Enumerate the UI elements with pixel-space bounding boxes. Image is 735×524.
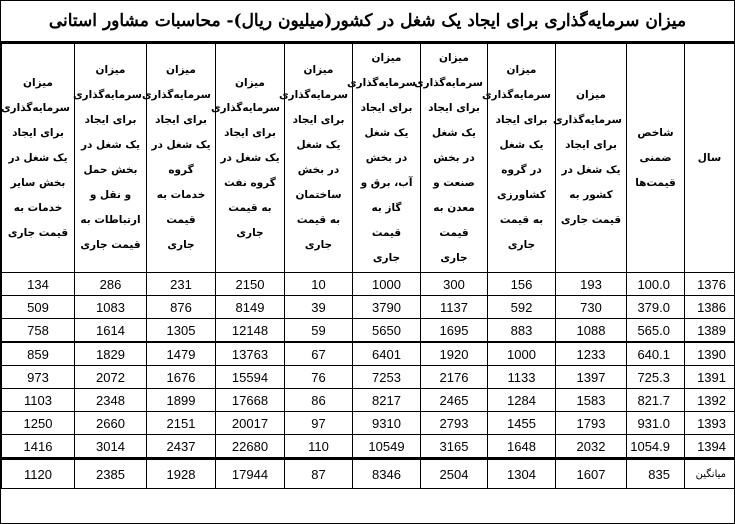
table-cell: 10 [285, 273, 353, 296]
table-cell: 1000 [488, 342, 556, 366]
table-cell: 3165 [421, 435, 488, 459]
year-cell: 1376 [685, 273, 735, 296]
column-header-label: میزان سرمایه‌گذاری برای ایجاد یک شغل در بخش حمل و نقل و ارتباطات به قیمت جاری [72, 64, 142, 251]
table-cell: 2793 [421, 412, 488, 435]
table-row [2, 342, 735, 366]
column-header [346, 44, 421, 273]
table-cell: 100.0 [627, 273, 685, 296]
table-cell: 1233 [556, 342, 627, 366]
table-cell: 156 [488, 273, 556, 296]
column-header [2, 44, 75, 273]
table-cell: 17944 [216, 459, 285, 489]
table-cell: 286 [75, 273, 147, 296]
table-cell: 10549 [353, 435, 421, 459]
table-cell: 5650 [353, 319, 421, 343]
table-cell: 730 [556, 296, 627, 319]
table-cell: 2150 [216, 273, 285, 296]
table-cell: 193 [556, 273, 627, 296]
table-cell: 2032 [556, 435, 627, 459]
column-header-label: میزان سرمایه‌گذاری برای ایجاد یک شغل در بخش صنعت و معدن به قیمت جاری [413, 51, 483, 264]
table-cell: 1920 [421, 342, 488, 366]
table-cell: 8217 [353, 389, 421, 412]
header-row [2, 44, 735, 273]
column-header-label: میزان سرمایه‌گذاری برای ایجاد یک شغل در بخش سایر خدمات به قیمت جاری [0, 76, 70, 239]
column-header-label: میزان سرمایه‌گذاری برای ایجاد یک شغل در بخش ساختمان به قیمت جاری [278, 64, 348, 251]
column-header-label: میزان سرمایه‌گذاری برای ایجاد یک شغل در کشور به قیمت جاری [552, 89, 622, 226]
table-cell: 1793 [556, 412, 627, 435]
table-cell: 12148 [216, 319, 285, 343]
table-cell: 13763 [216, 342, 285, 366]
table-cell: 1133 [488, 366, 556, 389]
table-cell: 931.0 [627, 412, 685, 435]
table-cell: 640.1 [627, 342, 685, 366]
table-cell: 1088 [556, 319, 627, 343]
table-cell: 758 [2, 319, 75, 343]
table-cell: 2151 [147, 412, 216, 435]
table-cell: 2385 [75, 459, 147, 489]
table-cell: 1479 [147, 342, 216, 366]
column-header [685, 44, 735, 273]
average-row [2, 459, 735, 489]
table-cell: 20017 [216, 412, 285, 435]
table-row [2, 273, 735, 296]
table-cell: 17668 [216, 389, 285, 412]
table-cell: 1614 [75, 319, 147, 343]
table-row [2, 435, 735, 459]
column-header [72, 44, 147, 273]
table-cell: 2660 [75, 412, 147, 435]
column-header-label: سال [697, 151, 722, 164]
table-cell: 2437 [147, 435, 216, 459]
column-header-label: میزان سرمایه‌گذاری برای ایجاد یک شغل در گروه خدمات به قیمت جاری [141, 64, 211, 251]
table-cell: 2504 [421, 459, 488, 489]
column-header [481, 44, 556, 273]
column-header [552, 44, 627, 273]
table-cell: 1928 [147, 459, 216, 489]
table-cell: 2176 [421, 366, 488, 389]
table-title: میزان سرمایه‌گذاری برای ایجاد یک شغل در کشور(میلیون ریال)- محاسبات مشاور استانی [1, 1, 734, 43]
table-row [2, 296, 735, 319]
table-cell: 1899 [147, 389, 216, 412]
investment-table [1, 43, 735, 489]
table-cell: 725.3 [627, 366, 685, 389]
column-header [627, 44, 685, 273]
year-cell: 1393 [685, 412, 735, 435]
column-header-label: میزان سرمایه‌گذاری برای ایجاد یک شغل در گروه کشاورزی به قیمت جاری [481, 64, 551, 251]
column-header-label: میزان سرمایه‌گذاری برای ایجاد یک شغل در گروه نفت به قیمت جاری [210, 76, 280, 239]
table-cell: 59 [285, 319, 353, 343]
table-cell: 3790 [353, 296, 421, 319]
table-cell: 67 [285, 342, 353, 366]
table-cell: 1676 [147, 366, 216, 389]
table-cell: 2348 [75, 389, 147, 412]
table-cell: 1397 [556, 366, 627, 389]
table-cell: 76 [285, 366, 353, 389]
table-cell: 1583 [556, 389, 627, 412]
year-cell: 1394 [685, 435, 735, 459]
column-header-label: میزان سرمایه‌گذاری برای ایجاد یک شغل در بخش آب، برق و گاز به قیمت جاری [346, 51, 416, 264]
table-cell: 300 [421, 273, 488, 296]
table-cell: 1120 [2, 459, 75, 489]
table-cell: 1304 [488, 459, 556, 489]
year-cell: 1386 [685, 296, 735, 319]
table-cell: 134 [2, 273, 75, 296]
table-cell: 1829 [75, 342, 147, 366]
column-header [413, 44, 488, 273]
table-cell: 1284 [488, 389, 556, 412]
table-cell: 592 [488, 296, 556, 319]
year-cell: میانگین [685, 459, 735, 489]
table-cell: 379.0 [627, 296, 685, 319]
table-cell: 1607 [556, 459, 627, 489]
table-cell: 821.7 [627, 389, 685, 412]
table-cell: 110 [285, 435, 353, 459]
table-cell: 1083 [75, 296, 147, 319]
table-cell: 1000 [353, 273, 421, 296]
table-cell: 1054.9 [627, 435, 685, 459]
table-cell: 7253 [353, 366, 421, 389]
table-cell: 2465 [421, 389, 488, 412]
table-cell: 1305 [147, 319, 216, 343]
year-cell: 1392 [685, 389, 735, 412]
column-header-label: شاخص ضمنی قیمت‌ها [635, 126, 676, 189]
table-row [2, 366, 735, 389]
table-cell: 565.0 [627, 319, 685, 343]
table-cell: 39 [285, 296, 353, 319]
table-cell: 22680 [216, 435, 285, 459]
table-cell: 8149 [216, 296, 285, 319]
column-header [141, 44, 216, 273]
table-cell: 973 [2, 366, 75, 389]
table-cell: 3014 [75, 435, 147, 459]
table-cell: 1103 [2, 389, 75, 412]
table-row [2, 319, 735, 343]
table-cell: 859 [2, 342, 75, 366]
table-cell: 1695 [421, 319, 488, 343]
year-cell: 1390 [685, 342, 735, 366]
table-cell: 1137 [421, 296, 488, 319]
table-cell: 231 [147, 273, 216, 296]
table-cell: 1250 [2, 412, 75, 435]
table-cell: 86 [285, 389, 353, 412]
table-cell: 9310 [353, 412, 421, 435]
column-header [210, 44, 285, 273]
table-cell: 835 [627, 459, 685, 489]
table-cell: 1416 [2, 435, 75, 459]
table-cell: 8346 [353, 459, 421, 489]
table-cell: 883 [488, 319, 556, 343]
table-cell: 1455 [488, 412, 556, 435]
table-row [2, 412, 735, 435]
table-cell: 6401 [353, 342, 421, 366]
table-cell: 15594 [216, 366, 285, 389]
year-cell: 1391 [685, 366, 735, 389]
year-cell: 1389 [685, 319, 735, 343]
column-header [278, 44, 353, 273]
table-cell: 2072 [75, 366, 147, 389]
table-cell: 97 [285, 412, 353, 435]
table-cell: 1648 [488, 435, 556, 459]
table-row [2, 389, 735, 412]
table-body [2, 44, 735, 489]
table-cell: 509 [2, 296, 75, 319]
table-cell: 87 [285, 459, 353, 489]
table-cell: 876 [147, 296, 216, 319]
